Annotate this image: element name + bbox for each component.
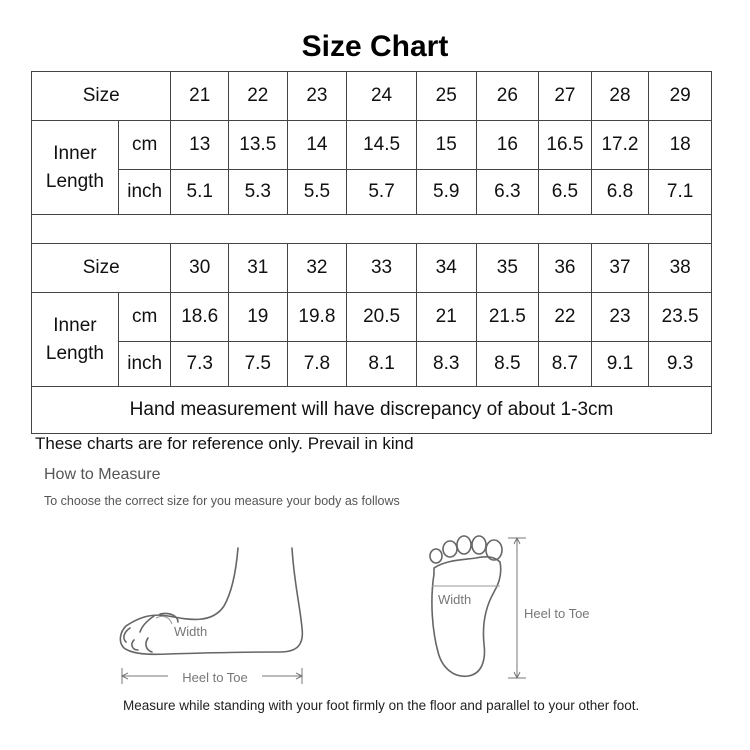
inch-unit-label: inch	[118, 342, 171, 387]
inch-cell: 7.8	[287, 342, 347, 387]
size-cell: 37	[591, 244, 649, 293]
size-cell: 21	[171, 72, 229, 121]
cm-unit-label: cm	[118, 293, 171, 342]
size-cell: 22	[229, 72, 288, 121]
cm-cell: 21.5	[476, 293, 539, 342]
cm-cell: 21	[416, 293, 476, 342]
size-cell: 26	[476, 72, 539, 121]
cm-cell: 13.5	[229, 121, 288, 170]
sole-width-label: Width	[438, 592, 472, 607]
cm-cell: 23	[591, 293, 649, 342]
inch-cell: 5.7	[347, 170, 417, 215]
inch-cell: 5.3	[229, 170, 288, 215]
size-cell: 28	[591, 72, 649, 121]
size-header: Size	[32, 244, 171, 293]
cm-cell: 16	[476, 121, 539, 170]
inch-cell: 8.1	[347, 342, 417, 387]
size-cell: 24	[347, 72, 417, 121]
cm-cell: 15	[416, 121, 476, 170]
inner-label-line1: Inner	[53, 314, 97, 336]
inch-cell: 7.3	[171, 342, 229, 387]
inch-cell: 9.1	[591, 342, 649, 387]
cm-cell: 16.5	[539, 121, 592, 170]
cm-cell: 14.5	[347, 121, 417, 170]
side-width-indicator	[156, 616, 172, 624]
size-cell: 34	[416, 244, 476, 293]
inner-label-line2: Length	[45, 342, 104, 364]
size-cell: 23	[287, 72, 347, 121]
size-cell: 36	[539, 244, 592, 293]
inch-cell: 7.1	[649, 170, 712, 215]
inch-unit-label: inch	[118, 170, 171, 215]
inner-label-line1: Inner	[53, 142, 97, 164]
inch-cell: 5.1	[171, 170, 229, 215]
cm-cell: 23.5	[649, 293, 712, 342]
size-cell: 38	[649, 244, 712, 293]
how-to-measure-title: How to Measure	[44, 466, 161, 483]
cm-cell: 20.5	[347, 293, 417, 342]
cm-cell: 18	[649, 121, 712, 170]
cm-unit-label: cm	[118, 121, 171, 170]
inch-cell: 8.7	[539, 342, 592, 387]
how-to-measure-subtitle: To choose the correct size for you measure your body as follows	[44, 494, 400, 508]
size-cell: 29	[649, 72, 712, 121]
size-cell: 35	[476, 244, 539, 293]
cm-cell: 13	[171, 121, 229, 170]
size-cell: 25	[416, 72, 476, 121]
cm-cell: 17.2	[591, 121, 649, 170]
inch-cell: 6.8	[591, 170, 649, 215]
inch-cell: 6.5	[539, 170, 592, 215]
sole-length-label: Heel to Toe	[524, 606, 590, 621]
inch-cell: 8.5	[476, 342, 539, 387]
cm-cell: 22	[539, 293, 592, 342]
size-cell: 27	[539, 72, 592, 121]
side-width-label: Width	[174, 624, 208, 639]
size-cell: 32	[287, 244, 347, 293]
inch-cell: 5.9	[416, 170, 476, 215]
inch-cell: 6.3	[476, 170, 539, 215]
cm-cell: 19.8	[287, 293, 347, 342]
size-cell: 33	[347, 244, 417, 293]
discrepancy-note: Hand measurement will have discrepancy of about 1-3cm	[32, 387, 712, 434]
inch-cell: 8.3	[416, 342, 476, 387]
size-cell: 31	[229, 244, 288, 293]
cm-cell: 19	[229, 293, 288, 342]
size-header: Size	[32, 72, 171, 121]
reference-note: These charts are for reference only. Prevail in kind	[35, 434, 414, 453]
inner-label-line2: Length	[45, 170, 104, 192]
size-cell: 30	[171, 244, 229, 293]
inch-cell: 5.5	[287, 170, 347, 215]
chart-title: Size Chart	[301, 30, 449, 63]
cm-cell: 18.6	[171, 293, 229, 342]
side-foot-illustration	[120, 548, 302, 654]
cm-cell: 14	[287, 121, 347, 170]
measurement-caption: Measure while standing with your foot firmly on the floor and parallel to your other foot.	[123, 698, 640, 713]
inch-cell: 9.3	[649, 342, 712, 387]
inch-cell: 7.5	[229, 342, 288, 387]
side-length-label: Heel to Toe	[182, 670, 248, 685]
